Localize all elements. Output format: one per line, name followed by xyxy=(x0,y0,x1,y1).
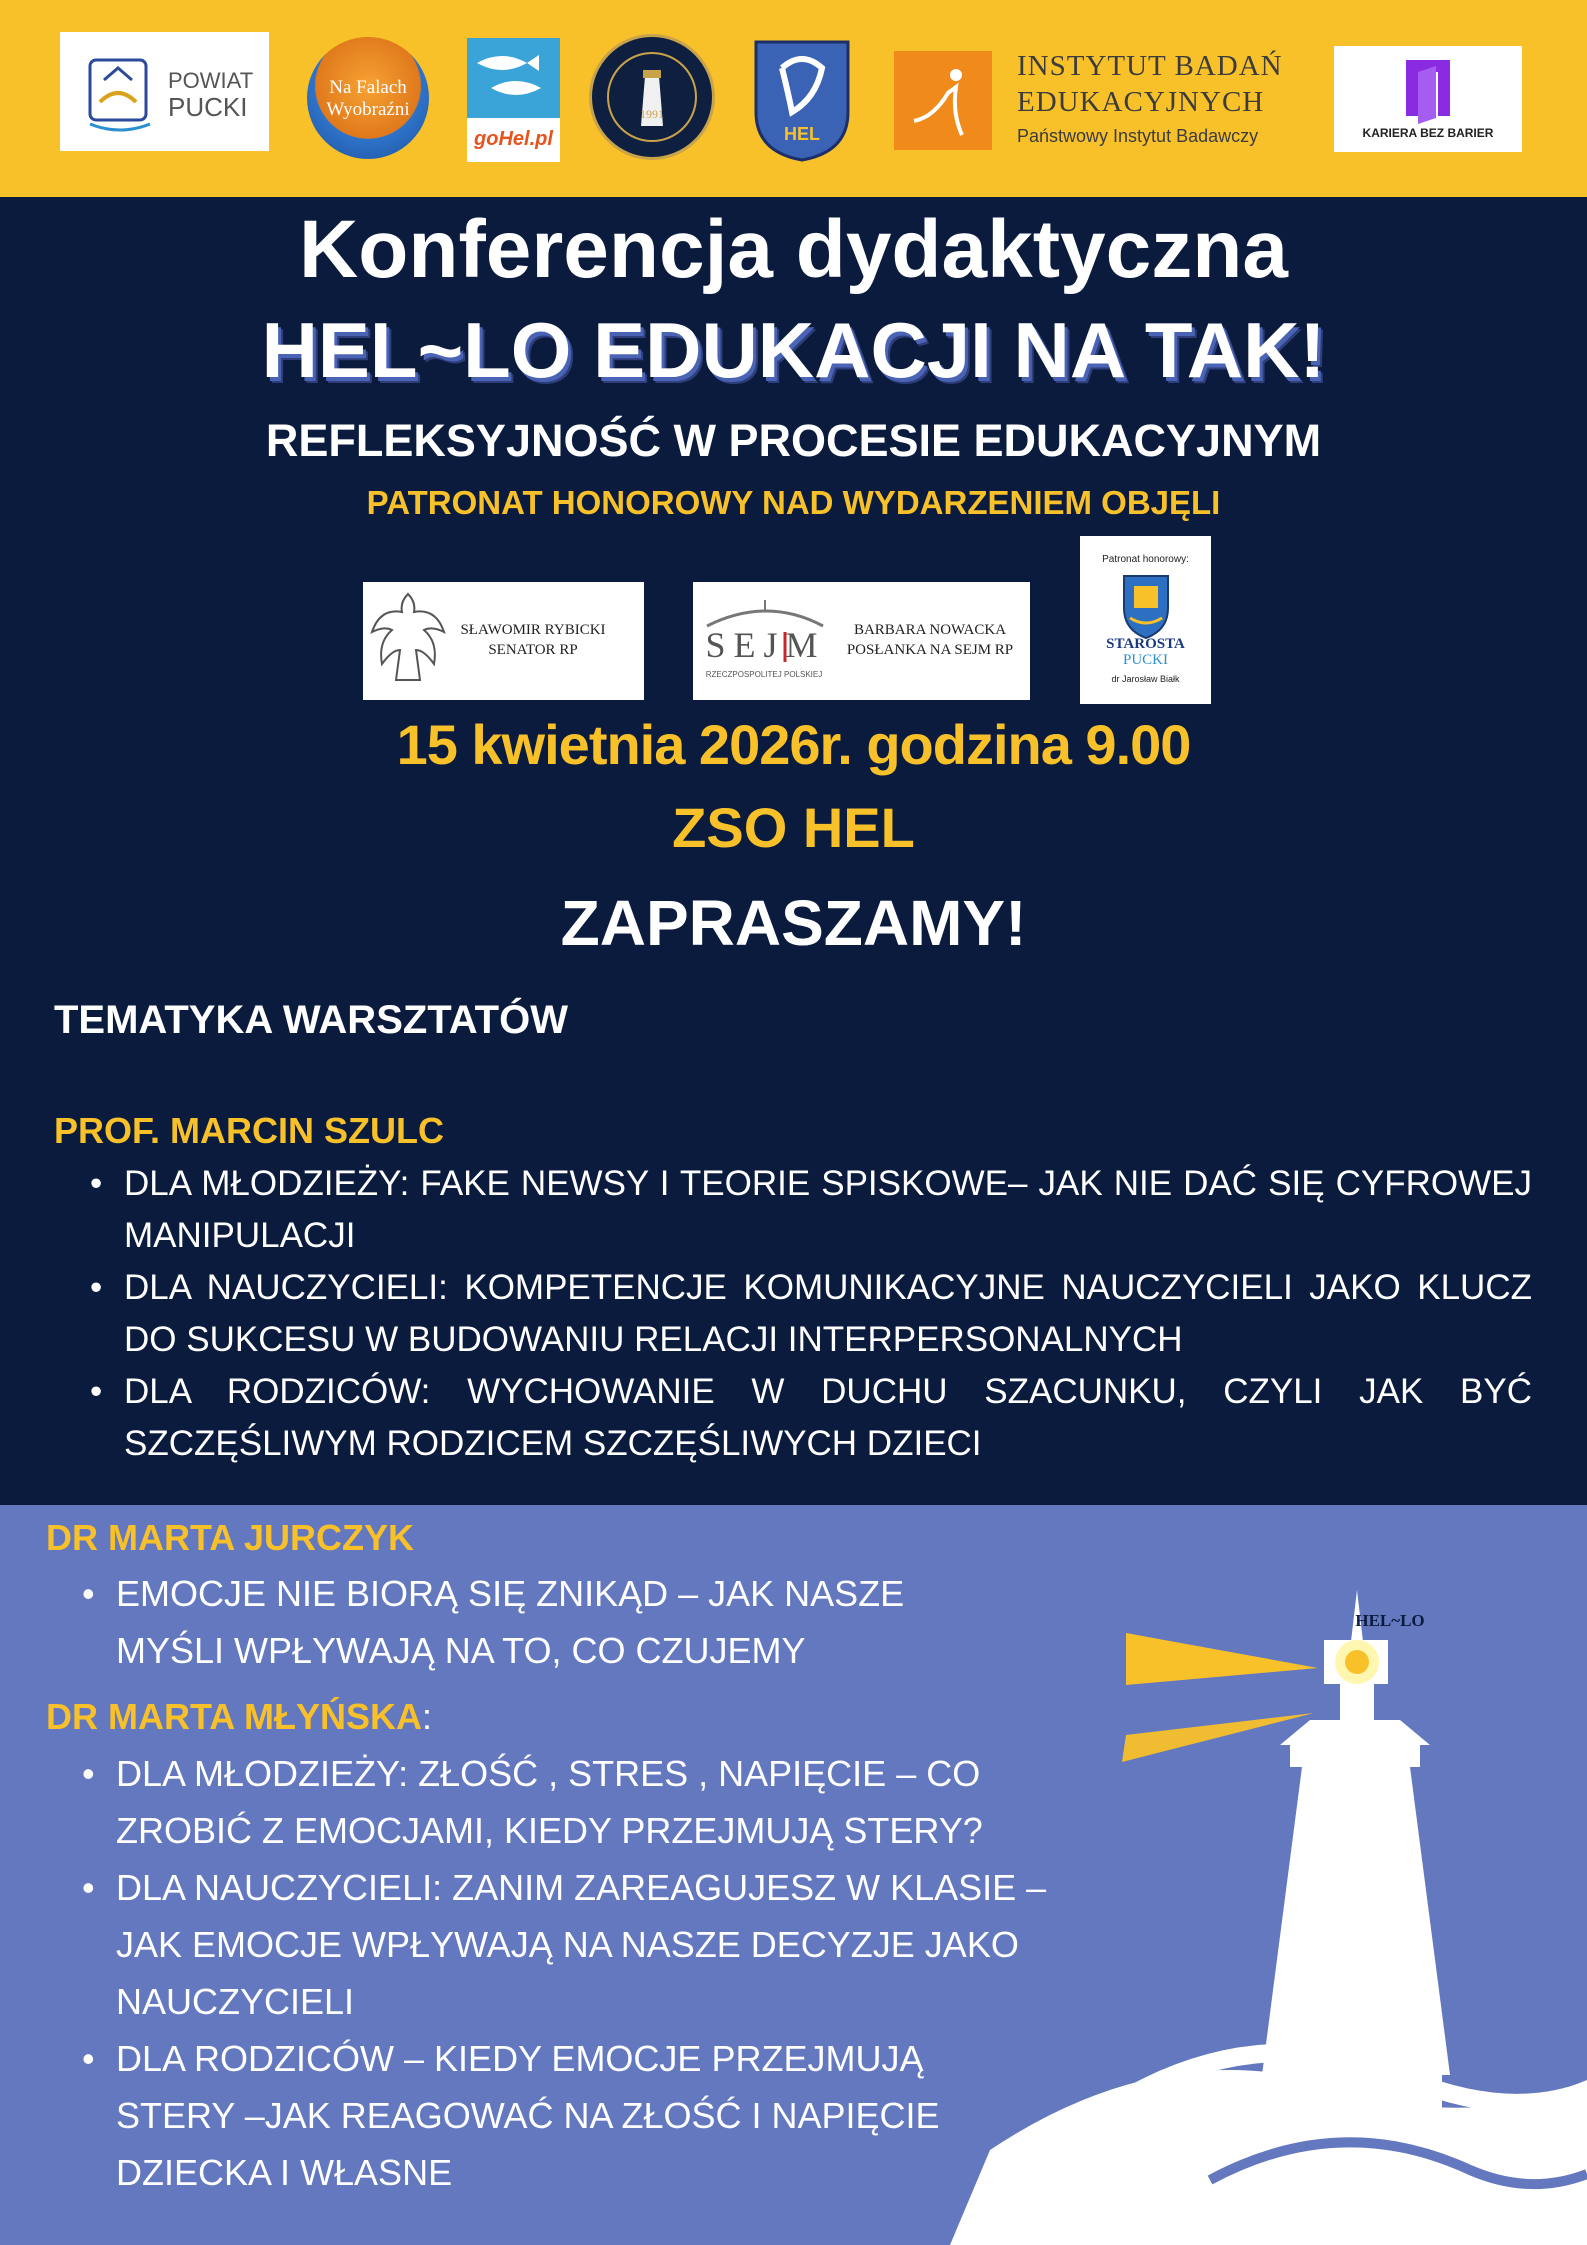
topic-item xyxy=(82,1745,1036,1859)
senator-title: SENATOR RP xyxy=(488,642,578,658)
workshops-heading: TEMATYKA WARSZTATÓW xyxy=(54,998,568,1042)
patron-starosta-card xyxy=(1080,536,1211,704)
bullet-icon: • xyxy=(90,1164,103,1203)
liceum-year: 1991 xyxy=(640,107,664,121)
event-theme: REFLEKSYJNOŚĆ W PROCESIE EDUKACYJNYM xyxy=(265,415,1322,466)
speaker-topics-list xyxy=(90,1158,1532,1470)
speaker-name xyxy=(46,1696,432,1738)
bullet-icon: • xyxy=(82,1573,95,1614)
bullet-icon: • xyxy=(82,1753,95,1794)
na-falach-wyobrazni-logo xyxy=(307,37,429,159)
topic-item xyxy=(82,1565,976,1679)
topic-text: DLA RODZICÓW: WYCHOWANIE W DUCHU SZACUNKU, CZYLI JAK BYĆ SZCZĘŚLIWYM RODZICEM SZCZĘŚLIWYCH DZIECI xyxy=(124,1372,1532,1463)
puck-crest-icon xyxy=(1080,572,1211,642)
lighthouse-seal-icon xyxy=(589,34,715,160)
sejm-logo-text: SEJM xyxy=(705,625,826,665)
topic-item xyxy=(82,2030,1016,2201)
hel-crest-logo xyxy=(752,38,852,162)
topic-text: DLA RODZICÓW – KIEDY EMOCJE PRZEJMUJĄ STERY –JAK REAGOWAĆ NA ZŁOŚĆ I NAPIĘCIE DZIECKA I WŁASNE xyxy=(116,2038,940,2193)
lighthouse-label: HEL~LO xyxy=(1355,1611,1425,1630)
na-falach-line1: Na Falach xyxy=(329,77,407,98)
topic-text: DLA NAUCZYCIELI: ZANIM ZAREAGUJESZ W KLASIE – JAK EMOCJE WPŁYWAJĄ NA NASZE DECYZJE JAKO NAUCZYCIELI xyxy=(116,1867,1047,2022)
speaker-name-suffix: : xyxy=(421,1696,432,1737)
topic-item xyxy=(90,1158,1532,1262)
speaker-topics-list xyxy=(82,1745,1076,2201)
powiat-text-line2: PUCKI xyxy=(168,92,248,122)
topic-item xyxy=(90,1262,1532,1366)
speaker-name: DR MARTA JURCZYK xyxy=(46,1517,414,1558)
starosta-line1: STAROSTA xyxy=(1106,636,1185,652)
kariera-text: KARIERA BEZ BARIER xyxy=(1362,126,1494,140)
patron-sejm-card xyxy=(693,582,1030,700)
powiat-text-line1: POWIAT xyxy=(168,68,254,93)
gohel-text: goHel.pl xyxy=(474,128,553,150)
bullet-icon: • xyxy=(90,1372,103,1411)
ibe-logo-mark xyxy=(894,51,992,150)
starosta-line3: dr Jarosław Białk xyxy=(1111,674,1180,684)
topic-item xyxy=(82,1859,1076,2030)
topic-text: DLA NAUCZYCIELI: KOMPETENCJE KOMUNIKACYJNE NAUCZYCIELI JAKO KLUCZ DO SUKCESU W BUDOWANIU RELACJI INTERPERSONALNYCH xyxy=(124,1268,1532,1359)
speaker-topics-list xyxy=(82,1565,976,1679)
invitation-text: ZAPRASZAMY! xyxy=(560,887,1027,959)
bullet-icon: • xyxy=(82,1867,95,1908)
powiat-pucki-logo xyxy=(60,32,269,151)
bullet-icon: • xyxy=(82,2038,95,2079)
bullet-icon: • xyxy=(90,1268,103,1307)
topic-text: EMOCJE NIE BIORĄ SIĘ ZNIKĄD – JAK NASZE MYŚLI WPŁYWAJĄ NA TO, CO CZUJEMY xyxy=(116,1573,905,1671)
event-place: ZSO HEL xyxy=(672,796,915,859)
ibe-name-line3: Państwowy Instytut Badawczy xyxy=(1017,126,1259,146)
page-title: Konferencja dydaktyczna xyxy=(299,204,1288,295)
starosta-top: Patronat honorowy: xyxy=(1102,554,1189,565)
ibe-person-icon xyxy=(894,51,992,150)
sejm-person-title: POSŁANKA NA SEJM RP xyxy=(846,642,1014,658)
gohel-logo xyxy=(467,38,560,162)
ibe-name-line1: INSTYTUT BADAŃ xyxy=(1017,50,1283,82)
kariera-bez-barier-logo xyxy=(1334,46,1522,152)
topic-text: DLA MŁODZIEŻY: ZŁOŚĆ , STRES , NAPIĘCIE – CO ZROBIĆ Z EMOCJAMI, KIEDY PRZEJMUJĄ STERY? xyxy=(116,1753,983,1851)
liceum-helu-logo xyxy=(589,34,715,160)
event-name: HEL~LO EDUKACJI NA TAK! xyxy=(261,306,1326,394)
topic-item xyxy=(90,1366,1532,1470)
topic-text: DLA MŁODZIEŻY: FAKE NEWSY I TEORIE SPISKOWE– JAK NIE DAĆ SIĘ CYFROWEJ MANIPULACJI xyxy=(124,1164,1532,1255)
sejm-logo-sub: RZECZPOSPOLITEJ POLSKIEJ xyxy=(705,670,823,679)
patron-senator-card xyxy=(363,582,644,700)
senator-name: SŁAWOMIR RYBICKI xyxy=(460,622,606,638)
starosta-line2: PUCKI xyxy=(1122,652,1168,668)
na-falach-line2: Wyobraźni xyxy=(326,99,410,120)
event-date: 15 kwietnia 2026r. godzina 9.00 xyxy=(396,713,1191,776)
patronage-heading: PATRONAT HONOROWY NAD WYDARZENIEM OBJĘLI xyxy=(366,484,1221,521)
hel-crest-text: HEL xyxy=(784,124,820,144)
ibe-name-line2: EDUKACYJNYCH xyxy=(1017,86,1265,118)
sejm-person-name: BARBARA NOWACKA xyxy=(853,622,1007,638)
speaker-name-text: DR MARTA MŁYŃSKA xyxy=(46,1696,422,1737)
speaker-name: PROF. MARCIN SZULC xyxy=(54,1110,444,1151)
